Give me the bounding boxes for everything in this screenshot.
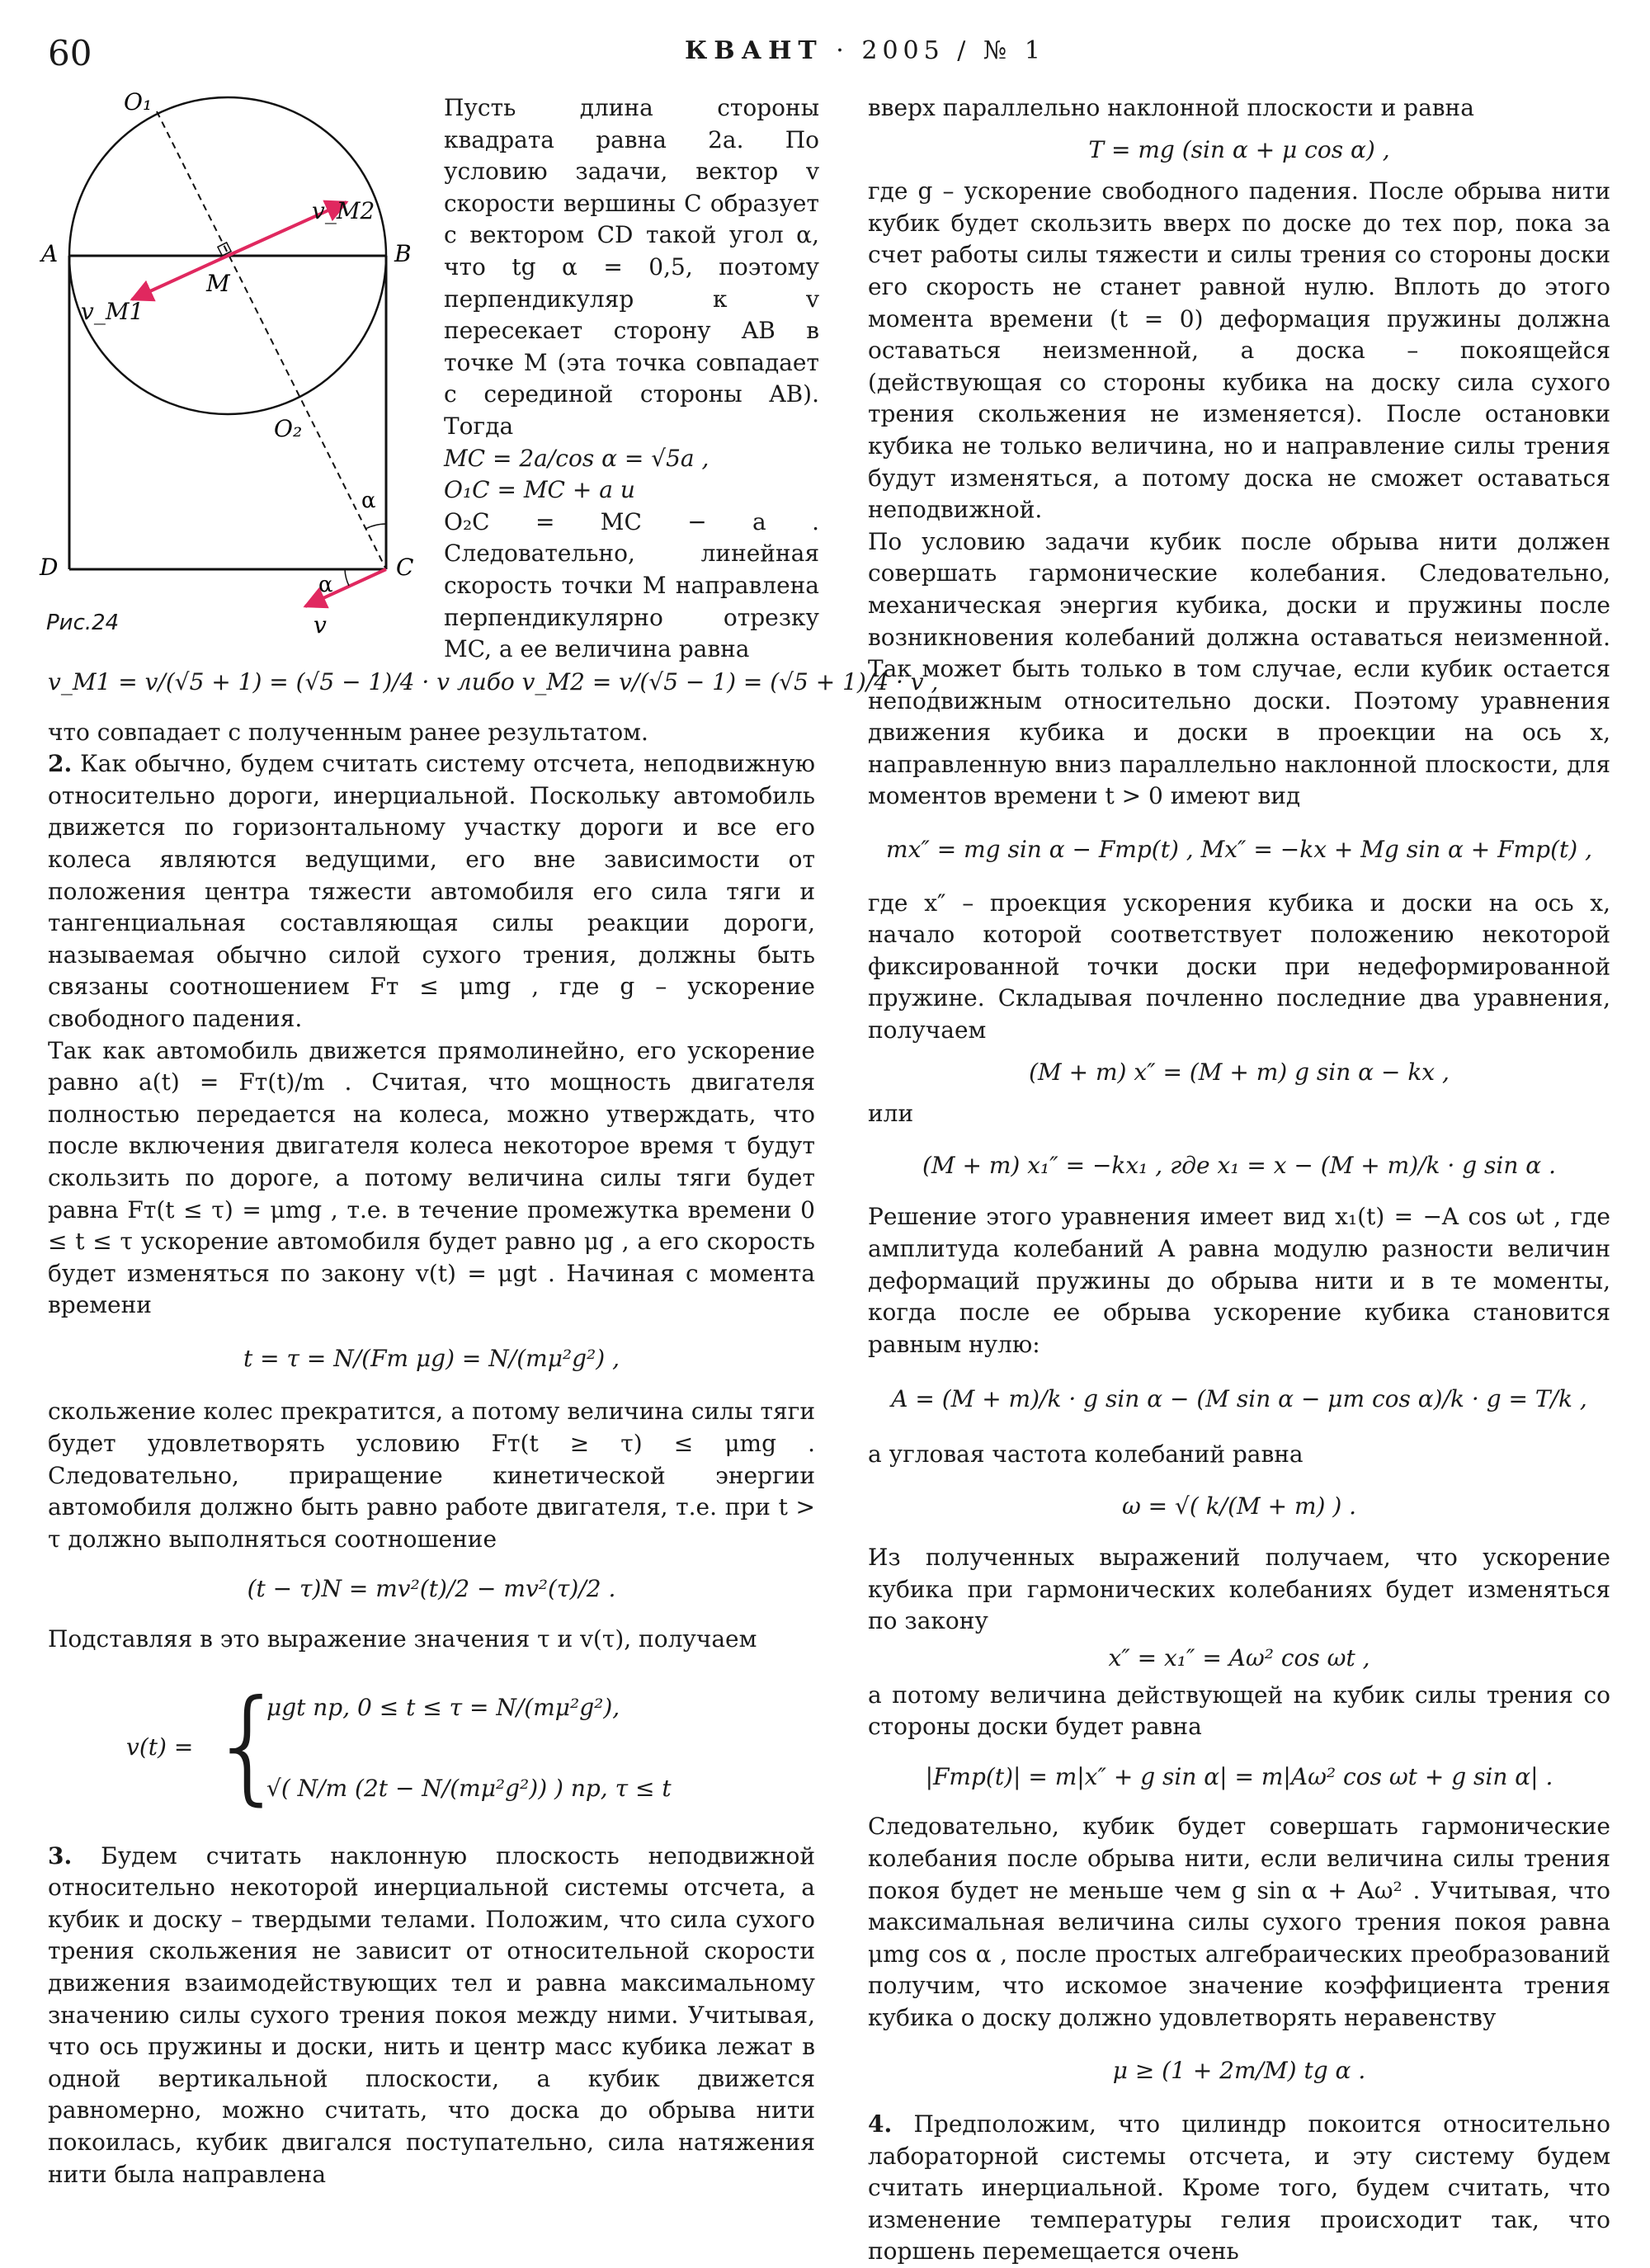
eq-amplitude: A = (M + m)/k · g sin α − (M sin α − μm cos α)/k · g = T/k ,	[891, 1385, 1587, 1413]
para-section-2: Как обычно, будем считать систему отсчета, неподвижную относительно дороги, инерциальной. Поскольку автомобиль движется по горизонтальному участку дороги и все его колеса являются ведущими, его вне зависимости от положения центра тяжести автомобиля его сила тяги и тангенциальная составляющая силы реакции дороги, называемая обычно силой сухого трения, должны быть связаны соотношением Fт ≤ μmg , где g – ускорение свободного падения.	[48, 750, 815, 1032]
label-m: M	[206, 270, 230, 297]
eq-piecewise	[48, 1667, 815, 1832]
figtext-eq-mc: MC = 2a/cos α = √5a ,	[444, 444, 710, 472]
label-o2: O₂	[274, 415, 303, 442]
label-o1: O₁	[124, 88, 153, 116]
label-v: v	[314, 611, 327, 639]
para-friction: а потому величина действующей на кубик силы трения со стороны доски будет равна	[868, 1681, 1610, 1741]
label-a: A	[41, 240, 59, 267]
label-alpha-top: α	[361, 488, 376, 513]
angle-arc-top	[365, 524, 386, 529]
para-substitute: Подставляя в это выражение значения τ и v(τ), получаем	[48, 1625, 757, 1653]
para-sliding: скольжение колес прекратится, а потому величина силы тяги будет удовлетворять условию Fт(t ≥ τ) ≤ μmg . Следовательно, приращение кинетической энергии автомобиля должно быть равно работе двигателя, т.е. при t > τ должно выполняться соотношение	[48, 1398, 815, 1553]
para-oscillation: По условию задачи кубик после обрыва нити должен совершать гармонические колебания. Следовательно, механическая энергия кубика, доски и пружины после возникновения колебаний должна оставаться неизменной. Так может быть только в том случае, если кубик остается неподвижным относительно доски. Поэтому уравнения движения кубика и доски в проекции на ось x, направленную вниз параллельно наклонной плоскости, для моментов времени t > 0 имеют вид	[868, 527, 1610, 810]
eq-energy: (t − τ)N = mv²(t)/2 − mv²(τ)/2 .	[247, 1575, 616, 1603]
para-or: или	[868, 1100, 914, 1128]
para-section-4: Предположим, что цилиндр покоится относительно лабораторной системы отсчета, и эту систему будем считать инерциальной. Кроме того, будем считать, что изменение температуры гелия происходит так, что поршень перемещается очень	[868, 2110, 1610, 2266]
eq-motion: mx″ = mg sin α − Fтр(t) , Mx″ = −kx + Mg sin α + Fтр(t) ,	[886, 836, 1592, 864]
eq-omega: ω = √( k/(M + m) ) .	[1121, 1492, 1357, 1520]
eq-mu: μ ≥ (1 + 2m/M) tg α .	[1112, 2057, 1366, 2085]
eq-acc: x″ = x₁″ = Aω² cos ωt ,	[1108, 1643, 1370, 1672]
journal-issue: · 2005 / № 1	[836, 36, 1045, 65]
section-2-number: 2.	[48, 750, 73, 778]
figtext-para: Пусть длина стороны квадрата равна 2a. По условию задачи, вектор v скорости вершины C образует с вектором CD такой угол α, что tg α = 0,5, поэтому перпендикуляр к v пересекает сторону AB в точке M (эта точка совпадает с серединой стороны AB). Тогда	[444, 94, 819, 440]
para-after-break: где g – ускорение свободного падения. После обрыва нити кубик будет скользить вверх по доске до тех пор, пока за счет работы силы тяжести и силы трения со стороны доски его скорость не станет равной нулю. Вплоть до этого момента времени (t = 0) деформация пружины должна оставаться неизменной, а доска – покоящейся (действующая со стороны кубика на доску сила сухого трения скольжения не изменяется). После остановки кубика не только величина, но и направление силы трения будут изменяться, а потому доска не сможет оставаться неподвижной.	[868, 177, 1610, 524]
para-solution: Решение этого уравнения имеет вид x₁(t) = −A cos ωt , где амплитуда колебаний A равна модулю разности величин деформаций пружины до обрыва нити и в те моменты, когда после ее обрыва ускорение кубика становится равным нулю:	[868, 1203, 1610, 1358]
para-section-3: Будем считать наклонную плоскость неподвижной относительно некоторой инерциальной системы отсчета, а кубик и доску – твердыми телами. Положим, что сила сухого трения скольжения не зависит от относительной скорости движения взаимодействующих тел и равна максимальному значению силы сухого трения покоя между ними. Учитывая, что ось пружины и доски, нить и центр масс кубика лежат в одной вертикальной плоскости, а кубик движется равномерно, можно считать, что доска до обрыва нити покоилась, кубик двигался поступательно, сила натяжения нити была направлена	[48, 1841, 816, 2188]
para-acc-law: Из полученных выражений получаем, что ускорение кубика при гармонических колебаниях будет изменяться по закону	[868, 1544, 1610, 1635]
label-vm2: v_M2	[312, 197, 375, 224]
right-column	[868, 92, 1610, 2268]
para-frequency: а угловая частота колебаний равна	[868, 1440, 1304, 1468]
eq-x1: (M + m) x₁″ = −kx₁ , где x₁ = x − (M + m)/k · g sin α .	[922, 1151, 1557, 1179]
figure-side-text	[444, 92, 819, 666]
label-d: D	[40, 554, 59, 581]
journal-name: КВАНТ	[685, 36, 823, 65]
para-result: что совпадает с полученным ранее результатом.	[48, 718, 648, 746]
eq-t: T = mg (sin α + μ cos α) ,	[1088, 135, 1390, 163]
brace: {	[209, 1673, 288, 1818]
eq-tau: t = τ = N/(Fт μg) = N/(mμ²g²) ,	[243, 1344, 620, 1372]
eq-case-2: √( N/m (2t − N/(mμ²g²)) ) пр, τ ≤ t	[266, 1774, 672, 1802]
eq-piecewise-lhs: v(t) =	[126, 1733, 194, 1761]
angle-arc-bottom	[345, 569, 349, 586]
label-alpha-bottom: α	[318, 573, 333, 597]
journal-header	[685, 36, 1045, 65]
para-acceleration: Так как автомобиль движется прямолинейно, его ускорение равно a(t) = Fт(t)/m . Считая, что мощность двигателя полностью передается на колеса, можно утверждать, что после включения двигателя колеса некоторое время τ будут скользить по дороге, а потому величина силы тяги будет равна Fт(t ≤ τ) = μmg , т.е. в течение промежутка времени 0 ≤ t ≤ τ ускорение автомобиля будет равно μg , а его скорость будет изменяться по закону v(t) = μgt . Начиная с момента времени	[48, 1036, 815, 1319]
para-projection: где x″ – проекция ускорения кубика и доски на ось x, начало которой соответствует положению некоторой фиксированной точки доски при недеформированной пружине. Складывая почленно последние два уравнения, получаем	[868, 889, 1610, 1044]
diagonal-o1-c	[157, 111, 386, 569]
label-c: C	[396, 554, 414, 581]
eq-case-1: μgt пр, 0 ≤ t ≤ τ = N/(mμ²g²),	[266, 1693, 620, 1721]
figtext-eq-o2c: O₂C = MC − a . Следовательно, линейная скорость точки M направлена перпендикулярно отрезку MC, а ее величина равна	[444, 507, 819, 663]
section-3-number: 3.	[48, 1841, 73, 1870]
section-4-number: 4.	[868, 2110, 893, 2138]
figure-caption: Рис.24	[46, 611, 120, 635]
eq-vm: v_M1 = v/(√5 + 1) = (√5 − 1)/4 · v либо v_M2 = v/(√5 − 1) = (√5 + 1)/4 · v ,	[48, 668, 939, 695]
eq-sum: (M + m) x″ = (M + m) g sin α − kx ,	[1029, 1058, 1450, 1086]
para-condition: Следовательно, кубик будет совершать гармонические колебания после обрыва нити, если величина силы трения покоя будет не меньше чем g sin α + Aω² . Учитывая, что максимальная величина силы сухого трения покоя равна μmg cos α , после простых алгебраических преобразований получим, что искомое значение коэффициента трения кубика о доску должно удовлетворять неравенству	[868, 1813, 1610, 2031]
eq-friction: |Fтр(t)| = m|x″ + g sin α| = m|Aω² cos ωt + g sin α| .	[925, 1762, 1553, 1790]
label-b: B	[394, 240, 412, 267]
figtext-eq-o1c: O₁C = MC + a и	[444, 476, 635, 504]
label-vm1: v_M1	[81, 298, 144, 325]
page-number: 60	[48, 33, 92, 73]
figure-24	[33, 87, 421, 639]
para-tension: вверх параллельно наклонной плоскости и равна	[868, 94, 1474, 121]
